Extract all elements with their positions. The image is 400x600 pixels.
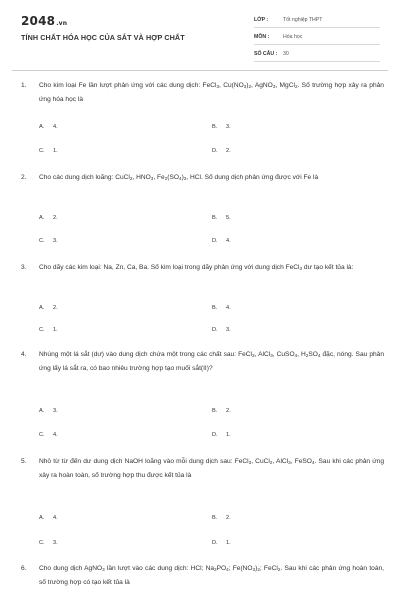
option-key: B. (212, 124, 218, 130)
option-value: 2. (226, 408, 231, 414)
question-number: 1. (21, 82, 27, 89)
question-text: Cho kim loại Fe lần lượt phản ứng với các dung dịch: FeCl$_3$, $Cu(NO_3)_2$, AgNO$_3$, MgCl$_2$. Số trường hợp xảy ra phản ứng hóa học là (39, 82, 384, 103)
answer-option[interactable] (212, 515, 231, 521)
option-key: C. (39, 540, 45, 546)
question-number: 4. (21, 351, 27, 358)
meta-label: MÔN : (254, 34, 270, 40)
option-key: C. (39, 148, 45, 154)
answer-option[interactable] (39, 305, 58, 311)
meta-label: LỚP : (254, 17, 269, 23)
answer-option[interactable] (39, 432, 58, 438)
option-key: B. (212, 305, 218, 311)
answer-option[interactable] (39, 540, 58, 546)
option-key: D. (212, 432, 218, 438)
answer-option[interactable] (212, 148, 231, 154)
option-key: A. (39, 515, 45, 521)
option-value: 1. (226, 432, 231, 438)
meta-row-count (254, 48, 380, 62)
option-key: D. (212, 327, 218, 333)
option-key: B. (212, 515, 218, 521)
answer-option[interactable] (212, 408, 231, 414)
answer-option[interactable] (212, 124, 231, 130)
option-key: B. (212, 215, 218, 221)
answer-option[interactable] (39, 327, 58, 333)
question-number: 6. (21, 565, 27, 572)
option-value: 4. (53, 124, 58, 130)
question-number: 3. (21, 264, 27, 271)
answer-option[interactable] (39, 148, 58, 154)
option-value: 1. (53, 327, 58, 333)
meta-row-subject (254, 31, 380, 45)
option-value: 2. (226, 148, 231, 154)
option-key: A. (39, 215, 45, 221)
option-key: C. (39, 432, 45, 438)
header-divider (12, 70, 388, 71)
option-value: 2. (53, 305, 58, 311)
option-value: 5. (226, 215, 231, 221)
option-key: D. (212, 540, 218, 546)
option-value: 4. (226, 305, 231, 311)
meta-value: Hóa học (283, 34, 303, 40)
meta-label: SỐ CÂU : (254, 51, 278, 57)
option-value: 3. (226, 124, 231, 130)
document-header (0, 0, 400, 70)
option-value: 3. (53, 238, 58, 244)
option-value: 3. (53, 408, 58, 414)
question-text: Cho dãy các kim loại: Na, Zn, Ca, Ba. Số kim loại trong dãy phản ứng với dung dịch FeCl$_3$ dư tạo kết tủa là: (39, 264, 354, 271)
answer-option[interactable] (212, 238, 231, 244)
option-key: C. (39, 238, 45, 244)
option-value: 2. (53, 215, 58, 221)
answer-option[interactable] (212, 540, 231, 546)
option-key: D. (212, 238, 218, 244)
question-text: Nhúng một lá sắt (dư) vào dung dịch chứa một trong các chất sau: FeCl$_3$, AlCl$_3$, CuSO$_4$, $H_2SO_4$ đặc, nóng. Sau phản ứng lấy lá sắt ra, có bao nhiêu trường hợp tạo muối sắt(II)? (39, 351, 384, 372)
exam-meta (254, 14, 380, 65)
answer-option[interactable] (39, 215, 58, 221)
option-value: 4. (53, 515, 58, 521)
answer-option[interactable] (212, 215, 231, 221)
meta-value: 30 (283, 51, 289, 57)
answer-option[interactable] (39, 408, 58, 414)
question-text: Nhỏ từ từ đến dư dung dịch NaOH loãng vào mỗi dung dịch sau: FeCl$_3$, CuCl$_2$, AlCl$_3$, FeSO$_4$. Sau khi các phản ứng xảy ra hoàn toàn, số trường hợp thu được kết tủa là (39, 458, 384, 479)
answer-option[interactable] (39, 515, 58, 521)
option-key: A. (39, 305, 45, 311)
option-value: 1. (226, 540, 231, 546)
option-key: D. (212, 148, 218, 154)
question-text: Cho dung dịch AgNO$_3$ lần lượt vào các dung dịch: HCl; $Na_3PO_4$; $Fe(NO_3)_2$; FeCl$_2$. Sau khi các phản ứng hoàn toàn, số trường hợp có tạo kết tủa là (39, 565, 384, 586)
answer-option[interactable] (39, 124, 58, 130)
option-value: 4. (226, 238, 231, 244)
question-number: 5. (21, 458, 27, 465)
answer-option[interactable] (212, 327, 231, 333)
meta-row-class (254, 14, 380, 28)
option-value: 3. (226, 327, 231, 333)
option-value: 2. (226, 515, 231, 521)
option-key: C. (39, 327, 45, 333)
option-key: B. (212, 408, 218, 414)
option-key: A. (39, 124, 45, 130)
option-value: 1. (53, 148, 58, 154)
question-number: 2. (21, 174, 27, 181)
site-logo[interactable]: 2048.vn (21, 14, 68, 28)
page-title: TÍNH CHẤT HÓA HỌC CỦA SẮT VÀ HỢP CHẤT (21, 33, 185, 42)
meta-value: Tốt nghiệp THPT (283, 17, 323, 23)
answer-option[interactable] (39, 238, 58, 244)
question-text: Cho các dung dịch loãng: CuCl$_2$, $HNO_3$, $Fe_2(SO_4)_3$, HCl. Số dung dịch phản ứng được với Fe là (39, 174, 319, 181)
answer-option[interactable] (212, 305, 231, 311)
option-value: 3. (53, 540, 58, 546)
option-key: A. (39, 408, 45, 414)
option-value: 4. (53, 432, 58, 438)
answer-option[interactable] (212, 432, 231, 438)
